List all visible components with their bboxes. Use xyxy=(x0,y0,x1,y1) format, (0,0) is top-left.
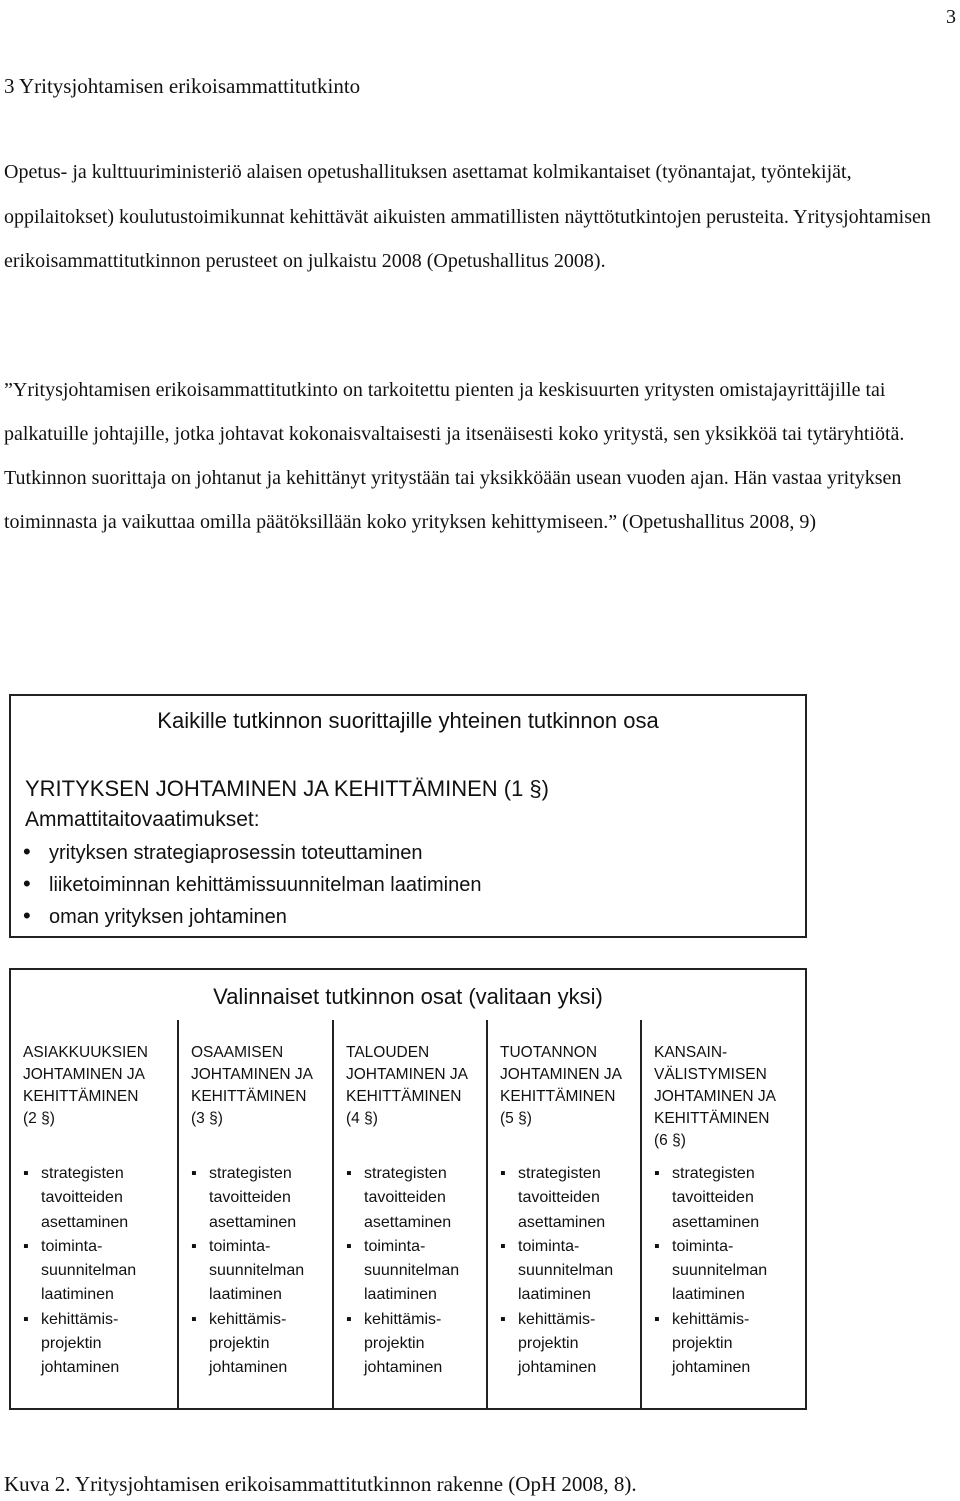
optional-unit-item: ▪ toiminta- suunnitelman laatiminen xyxy=(346,1235,486,1308)
optional-unit-item: ▪ strategisten tavoitteiden asettaminen xyxy=(500,1162,640,1235)
optional-unit-item: ▪ toiminta- suunnitelman laatiminen xyxy=(191,1235,332,1308)
optional-unit-item: ▪ kehittämis- projektin johtaminen xyxy=(346,1308,486,1381)
optional-unit-item: ▪ kehittämis- projektin johtaminen xyxy=(191,1308,332,1381)
optional-unit-column xyxy=(11,1020,177,1408)
quote-paragraph: ”Yritysjohtamisen erikoisammattitutkinto on tarkoitettu pienten ja keskisuurten yritysten omistajayrittäjille tai palkatuille johtajille, jotka johtavat kokonaisvaltaisesti ja itsenäisesti koko yritystä, sen yksikköä tai tytäryhtiötä. Tutkinnon suorittaja on johtanut ja kehittänyt yritystään tai yksikköään usean vuoden ajan. Hän vastaa yrityksen toiminnasta ja vaikuttaa omilla päätöksillään koko yrityksen kehittymiseen.” (Opetushallitus 2008, 9) xyxy=(4,379,905,533)
optional-unit-item: ▪ toiminta- suunnitelman laatiminen xyxy=(654,1235,805,1308)
optional-unit-item: ▪ strategisten tavoitteiden asettaminen xyxy=(23,1162,177,1235)
common-unit-box xyxy=(9,694,807,938)
optional-unit-list xyxy=(654,1162,805,1381)
intro-paragraph: Opetus- ja kulttuuriministeriö alaisen opetushallituksen asettamat kolmikantaiset (työnantajat, työntekijät, oppilaitokset) koulutustoimikunnat kehittävät aikuisten ammatillisten näyttötutkintojen perusteita. Yritysjohtamisen erikoisammattitutkinnon perusteet on julkaistu 2008 (Opetushallitus 2008). xyxy=(4,161,931,272)
optional-unit-column xyxy=(640,1020,805,1408)
optional-unit-item: ▪ strategisten tavoitteiden asettaminen xyxy=(346,1162,486,1235)
requirement-item: • yrityksen strategiaprosessin toteuttaminen xyxy=(23,836,481,868)
optional-unit-title: ASIAKKUUKSIEN JOHTAMINEN JA KEHITTÄMINEN (2 §) xyxy=(23,1044,148,1127)
optional-unit-list xyxy=(500,1162,640,1381)
optional-unit-list xyxy=(23,1162,177,1381)
common-unit-name: YRITYKSEN JOHTAMINEN JA KEHITTÄMINEN (1 §) xyxy=(25,776,549,801)
optional-unit-title: TALOUDEN JOHTAMINEN JA KEHITTÄMINEN (4 §) xyxy=(346,1044,468,1127)
common-unit-box-title: Kaikille tutkinnon suorittajille yhteinen tutkinnon osa xyxy=(157,708,659,733)
requirements-list xyxy=(23,836,481,932)
requirement-item: • liiketoiminnan kehittämissuunnitelman laatiminen xyxy=(23,868,481,900)
optional-unit-list xyxy=(346,1162,486,1381)
figure-caption: Kuva 2. Yritysjohtamisen erikoisammattitutkinnon rakenne (OpH 2008, 8). xyxy=(4,1472,637,1496)
optional-units-box xyxy=(9,968,807,1410)
optional-unit-item: ▪ strategisten tavoitteiden asettaminen xyxy=(191,1162,332,1235)
requirements-label: Ammattitaitovaatimukset: xyxy=(25,808,260,831)
optional-unit-title: OSAAMISEN JOHTAMINEN JA KEHITTÄMINEN (3 §) xyxy=(191,1044,313,1127)
optional-unit-item: ▪ strategisten tavoitteiden asettaminen xyxy=(654,1162,805,1235)
optional-units-box-title: Valinnaiset tutkinnon osat (valitaan yksi) xyxy=(213,984,603,1009)
optional-unit-item: ▪ kehittämis- projektin johtaminen xyxy=(23,1308,177,1381)
optional-unit-list xyxy=(191,1162,332,1381)
page-number: 3 xyxy=(946,6,956,28)
optional-unit-item: ▪ toiminta- suunnitelman laatiminen xyxy=(500,1235,640,1308)
requirement-item: • oman yrityksen johtaminen xyxy=(23,900,481,932)
section-heading: 3 Yritysjohtamisen erikoisammattitutkinto xyxy=(4,74,361,98)
optional-unit-title: KANSAIN- VÄLISTYMISEN JOHTAMINEN JA KEHITTÄMINEN (6 §) xyxy=(654,1044,776,1149)
optional-unit-column xyxy=(486,1020,640,1408)
optional-unit-column xyxy=(332,1020,486,1408)
optional-unit-title: TUOTANNON JOHTAMINEN JA KEHITTÄMINEN (5 §) xyxy=(500,1044,622,1127)
optional-unit-item: ▪ kehittämis- projektin johtaminen xyxy=(500,1308,640,1381)
optional-unit-item: ▪ kehittämis- projektin johtaminen xyxy=(654,1308,805,1381)
optional-unit-column xyxy=(177,1020,332,1408)
optional-unit-item: ▪ toiminta- suunnitelman laatiminen xyxy=(23,1235,177,1308)
